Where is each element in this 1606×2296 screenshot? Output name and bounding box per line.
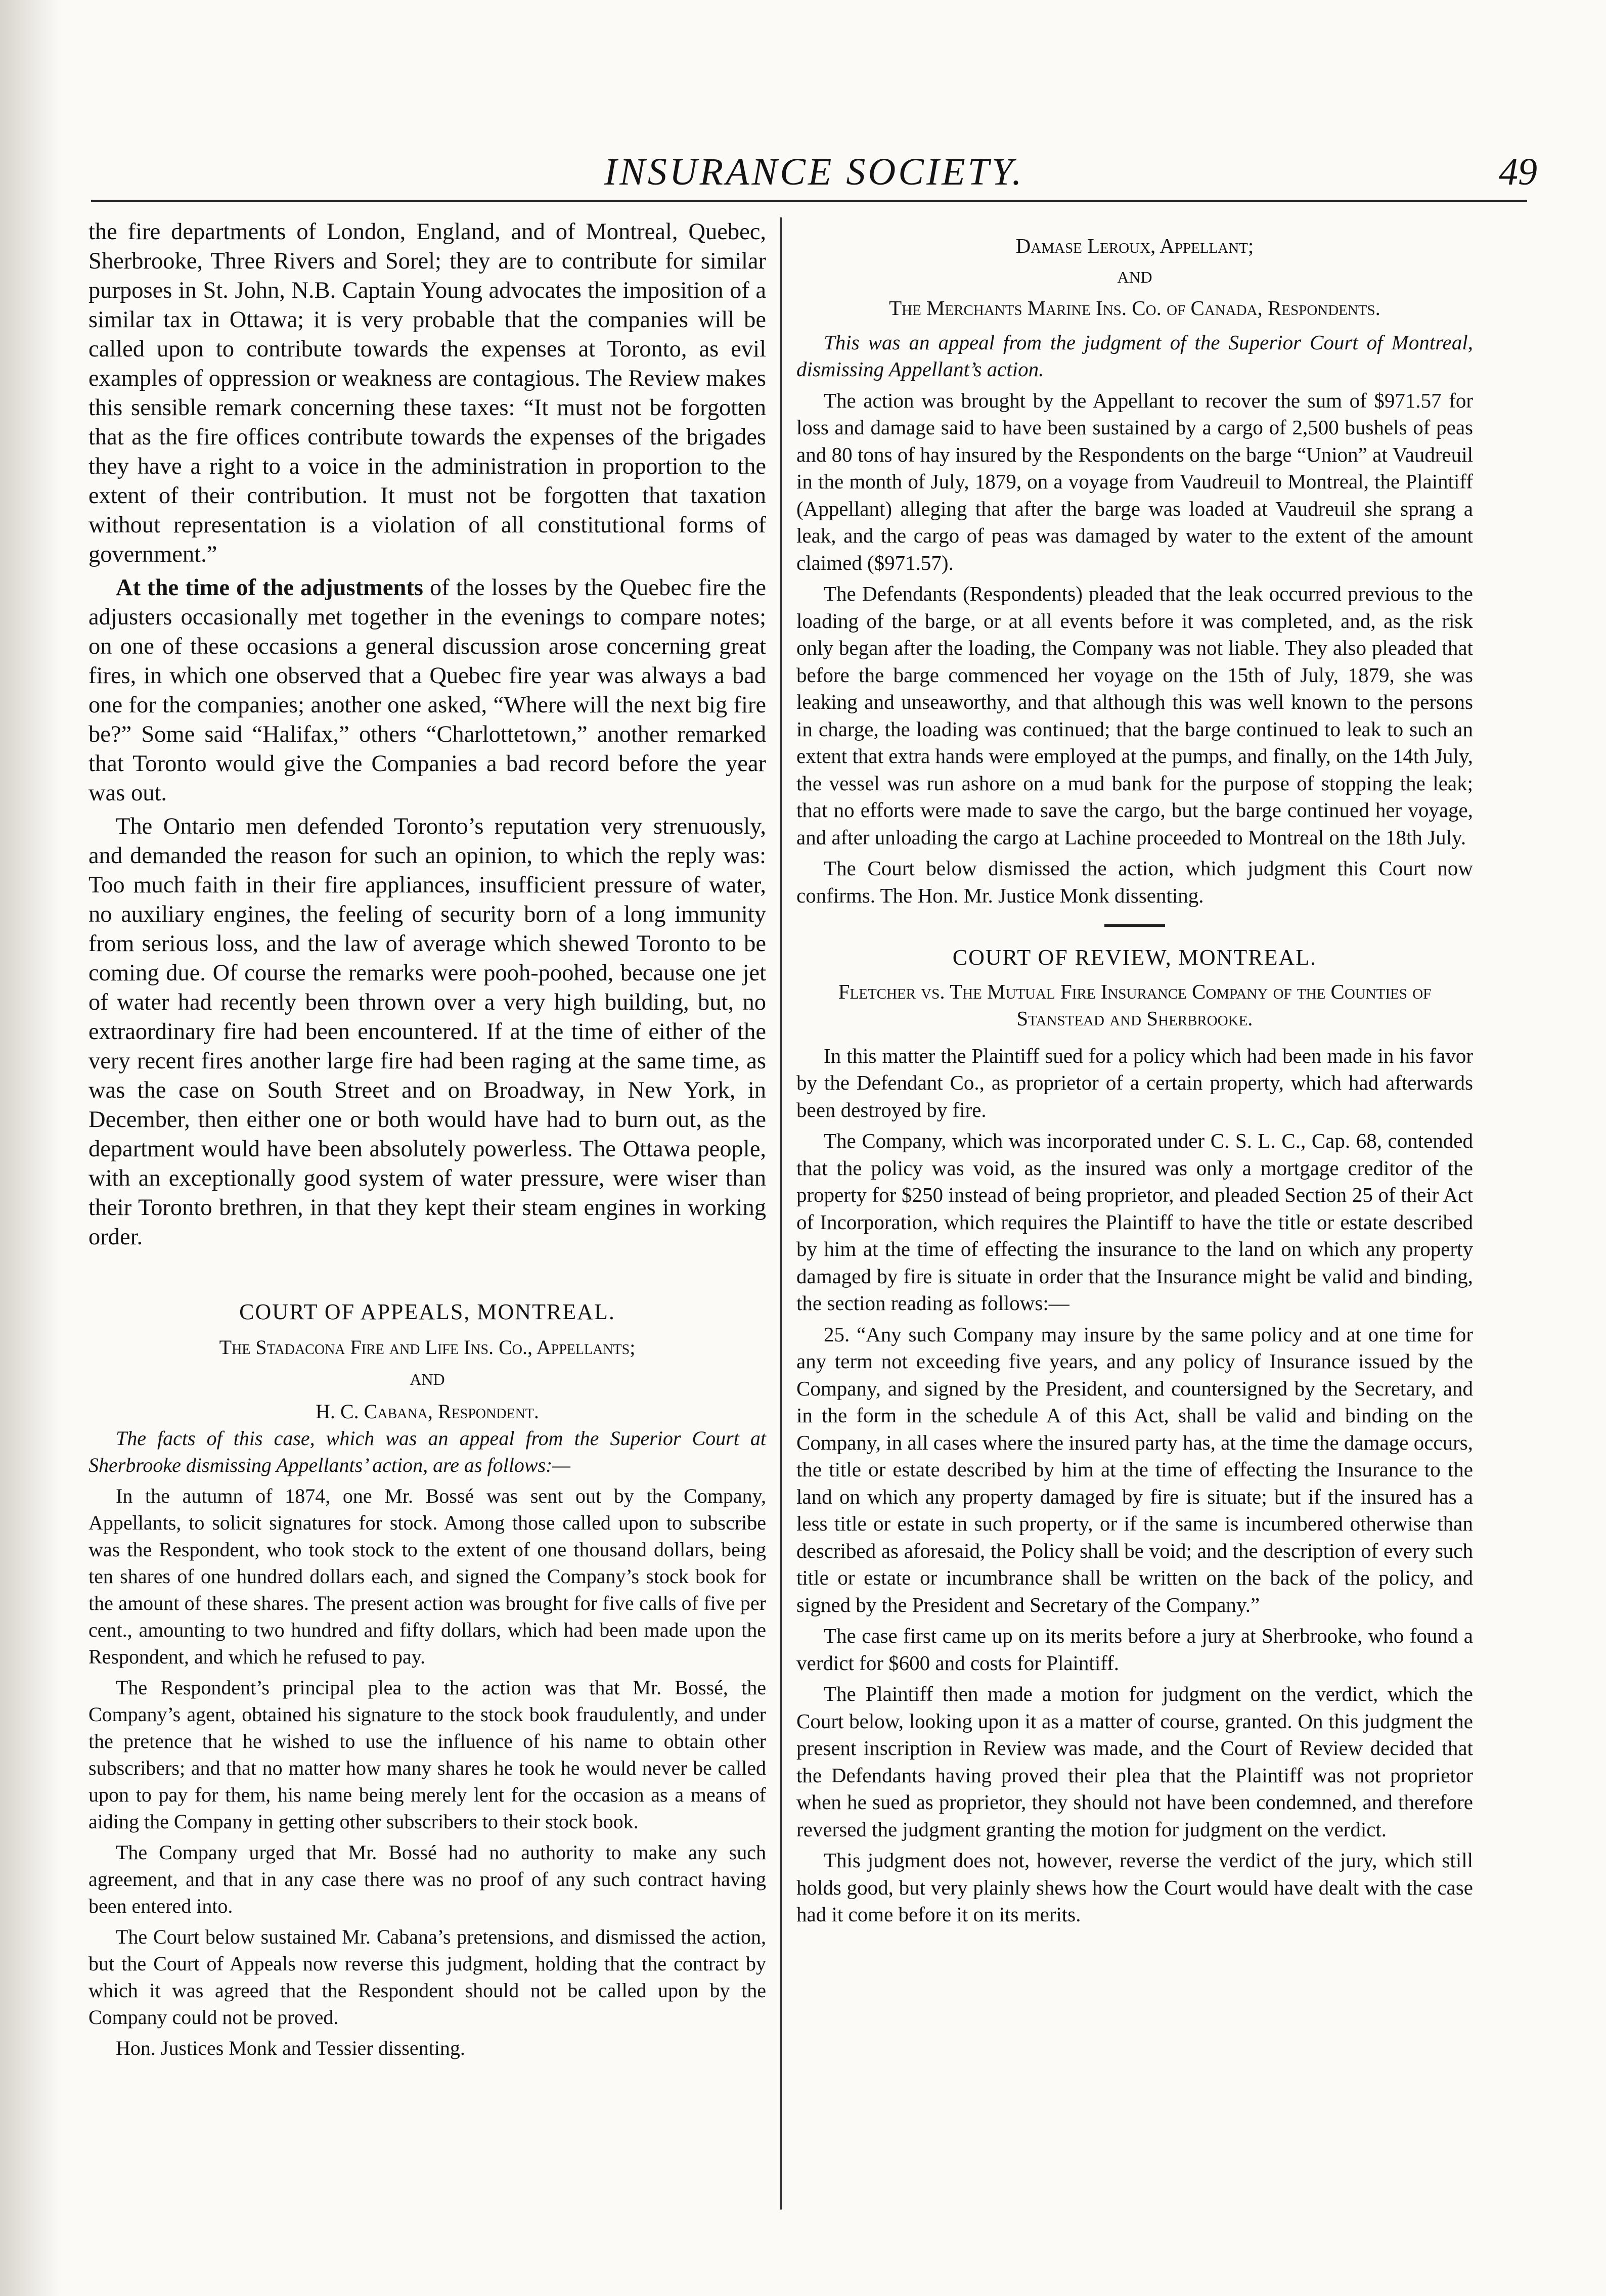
- case-party: The Merchants Marine Ins. Co. of Canada, Respondents.: [889, 296, 1380, 320]
- paper-edge-shadow: [0, 0, 61, 2296]
- paragraph: The action was brought by the Appellant to recover the sum of $971.57 for loss and damage said to have been sustained by a cargo of 2,500 bushels of peas and 80 tons of hay insured by the Respondents on the barge “Union” at Vaudreuil in the month of July, 1879, on a voyage from Vaudreuil to Montreal, the Plaintiff (Appellant) alleging that after the barge was loaded at Vaudreuil she sprang a leak, and the cargo of peas was damaged by water to the extent of the amount claimed ($971.57).: [796, 388, 1473, 574]
- paragraph: The Respondent’s principal plea to the action was that Mr. Bossé, the Company’s agent, obtained his signature to the stock book fraudulently, and under the pretence that he wished to use the influence of his name to obtain other subscribers; and that no matter how many shares he took he would never be called upon to pay for them, his name being merely lent for the occasion as a means of aiding the Company in getting other subscribers to their stock book.: [88, 1676, 766, 1833]
- page-number: 49: [1499, 151, 1537, 193]
- paragraph: In this matter the Plaintiff sued for a policy which had been made in his favor by the Defendant Co., as proprietor of a certain property, which had afterwards been destroyed by fire.: [796, 1044, 1473, 1121]
- paragraph: Hon. Justices Monk and Tessier dissenting.: [116, 2037, 465, 2059]
- court-of-review-heading: COURT OF REVIEW, MONTREAL.: [952, 945, 1317, 970]
- paragraph-lead: At the time of the adjustments: [116, 575, 423, 601]
- case-party: H. C. Cabana, Respondent.: [316, 1400, 539, 1423]
- case-intro: This was an appeal from the judgment of the Superior Court of Montreal, dismissing Appellant’s action.: [796, 330, 1473, 381]
- paragraph: The Company, which was incorporated under C. S. L. C., Cap. 68, contended that the policy was void, as the insured was only a mortgage creditor of the property for $250 instead of being proprietor, and pleaded Section 25 of their Act of Incorporation, which requires the Plaintiff to have the title or estate described by him at the time of effecting the insurance to the land on which any property damaged by fire is situate in order that the Insurance might be valid and binding, the section reading as follows:—: [796, 1129, 1473, 1315]
- case-and: AND: [1117, 267, 1152, 286]
- paragraph: The Company urged that Mr. Bossé had no authority to make any such agreement, and that in any case there was no proof of any such contract having been entered into.: [88, 1841, 766, 1917]
- paragraph: The Plaintiff then made a motion for judgment on the verdict, which the Court below, looking upon it as a matter of course, granted. On this judgment the present inscription in Review was made, and the Court of Review decided that the Defendants having proved their plea that the Plaintiff was not proprietor when he sued as proprietor, they should not have been condemned, and therefore reversed the judgment granting the motion for judgment on the verdict.: [796, 1682, 1473, 1841]
- paragraph: The Court below dismissed the action, which judgment this Court now confirms. The Hon. Mr. Justice Monk dissenting.: [796, 857, 1473, 907]
- case-party: Damase Leroux, Appellant;: [1015, 234, 1254, 257]
- paragraph: The Ontario men defended Toronto’s reputation very strenuously, and demanded the reason for such an opinion, to which the reply was: Too much faith in their fire appliances, insufficient pressure of water, no auxiliary engines, the feeling of security born of a long immunity from serious loss, and the law of average which shewed Toronto to be coming due. Of course the remarks were pooh-poohed, because one jet of water had recently been thrown over a very high building, but, no extraordinary fire had been encountered. If at the time of either of the very recent fires another large fire had been raging at the same time, as was the case on South Street and on Broadway, in New York, in December, then either one or both would have had to burn out, as the department would have been absolutely powerless. The Ottawa people, with an exceptionally good system of water pressure, were wiser than their Toronto brethren, in that they kept their steam engines in working order.: [88, 814, 766, 1250]
- case-intro: The facts of this case, which was an appeal from the Superior Court at Sherbrooke dismissing Appellants’ action, are as follows:—: [88, 1427, 766, 1476]
- column-divider: [780, 217, 782, 2210]
- page-header: [91, 147, 1537, 207]
- paragraph: The Court below sustained Mr. Cabana’s pretensions, and dismissed the action, but the Court of Appeals now reverse this judgment, holding that the contract by which it was agreed that the Respondent should not be called upon by the Company could not be proved.: [88, 1925, 766, 2029]
- paragraph: The Defendants (Respondents) pleaded that the leak occurred previous to the loading of the barge, or at all events before it was completed, and, as the risk only began after the loading, the Company was not liable. They also pleaded that before the barge commenced her voyage on the 15th of July, 1879, she was leaking and unseaworthy, and that although this was well known to the persons in charge, the loading was continued; that the barge continued to leak to such an extent that extra hands were employed at the pumps, and finally, on the 14th July, the vessel was run ashore on a mud bank for the purpose of stopping the leak; that no efforts were made to save the cargo, but the barge continued her voyage, and after unloading the cargo at Lachine proceeded to Montreal on the 18th July.: [796, 582, 1473, 849]
- paragraph: [88, 573, 766, 808]
- paragraph: The case first came up on its merits before a jury at Sherbrooke, who found a verdict for $600 and costs for Plaintiff.: [796, 1624, 1473, 1675]
- paragraph: In the autumn of 1874, one Mr. Bossé was sent out by the Company, Appellants, to solicit signatures for stock. Among those called upon to subscribe was the Respondent, who took stock to the extent of one thousand dollars, being ten shares of one hundred dollars each, and signed the Company’s stock book for the amount of these shares. The present action was brought for five calls of five per cent., amounting to two hundred and fifty dollars, which had been made upon the Respondent, and which he refused to pay.: [88, 1484, 766, 1668]
- left-column: [88, 217, 766, 2065]
- paragraph-text: of the losses by the Quebec fire the adjusters occasionally met together in the evenings to compare notes; on one of these occasions a general discussion arose concerning great fires, in which one observed that a Quebec fire year was always a bad one for the companies; another one asked, “Where will the next big fire be?” Some said “Halifax,” others “Charlottetown,” another remarked that Toronto would give the Companies a bad record before the year was out.: [88, 575, 767, 806]
- section-rule: [1104, 924, 1165, 927]
- right-column: [796, 217, 1473, 1932]
- court-of-appeals-heading: COURT OF APPEALS, MONTREAL.: [239, 1299, 615, 1324]
- paragraph: This judgment does not, however, reverse the verdict of the jury, which still holds good, but very plainly shews how the Court would have dealt with the case had it come before it on its merits.: [796, 1849, 1473, 1926]
- paragraph: the fire departments of London, England, and of Montreal, Quebec, Sherbrooke, Three Rivers and Sorel; they are to contribute for similar purposes in St. John, N.B. Captain Young advocates the imposition of a similar tax in Ottawa; it is very probable that the companies will be called upon to contribute towards the expenses at Toronto, as evil examples of oppression or weakness are contagious. The Review makes this sensible remark concerning these taxes: “It must not be forgotten that as the fire offices contribute towards the expenses of the brigades they have a right to a voice in the administration in proportion to the extent of their contribution. It must not be forgotten that taxation without representation is a violation of all constitutional forms of government.”: [88, 219, 766, 567]
- case-and: AND: [410, 1370, 445, 1388]
- paragraph: 25. “Any such Company may insure by the same policy and at one time for any term not exceeding five years, and any policy of Insurance issued by the Company, and signed by the President, and countersigned by the Secretary, and in the form in the schedule A of this Act, shall be valid and binding on the Company, in all cases where the insured party has, at the time the damage occurs, the title or estate described by him at the time of effecting the Insurance to the land on which any property damaged by fire is situate; but if the insured has a less title or estate in such property, or if the same is incumbered otherwise than described as aforesaid, the Policy shall be void; and the description of every such title or estate or incumbrance shall be written on the back of the policy, and signed by the President and Secretary of the Company.”: [796, 1322, 1473, 1616]
- header-rule: [91, 200, 1527, 202]
- running-title: INSURANCE SOCIETY.: [604, 151, 1024, 193]
- case-parties: Fletcher vs. The Mutual Fire Insurance Company of the Counties of Stanstead and Sherbrooke.: [838, 979, 1432, 1030]
- case-party: The Stadacona Fire and Life Ins. Co., Appellants;: [219, 1336, 636, 1359]
